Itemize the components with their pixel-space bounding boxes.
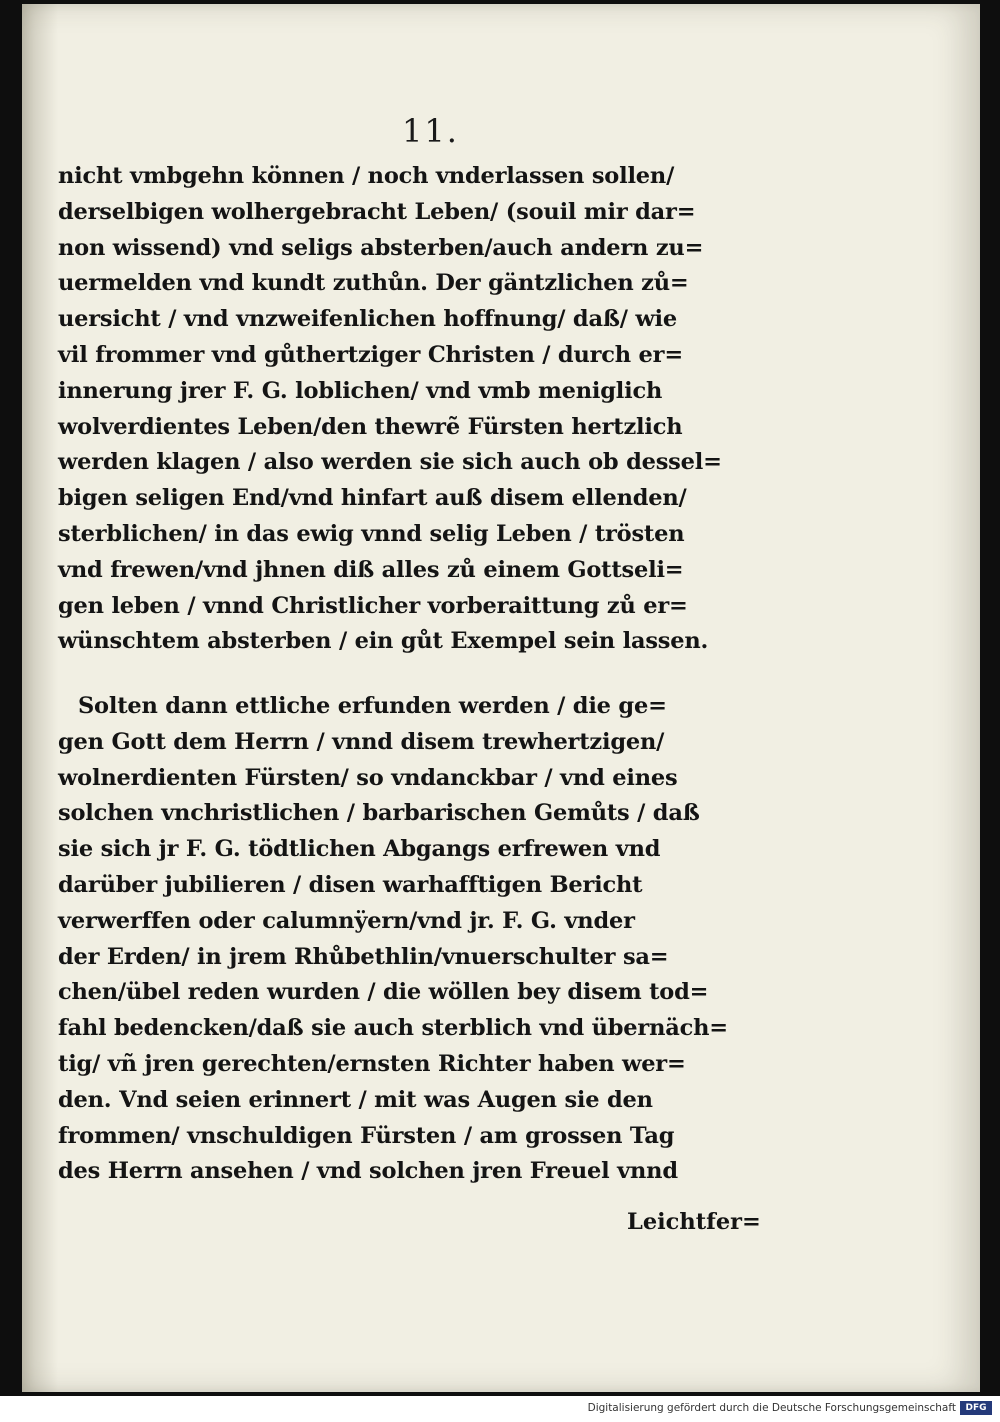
text-line: wünschtem absterben / ein gůt Exempel sein lassen. (58, 628, 709, 655)
dfg-logo: DFG (960, 1401, 992, 1415)
text-line: sterblichen/ in das ewig vnnd selig Leben / trösten (58, 520, 685, 547)
text-line: gen Gott dem Herrn / vnnd disem trewhertzigen/ (58, 728, 665, 755)
text-line: frommen/ vnschuldigen Fürsten / am grossen Tag (58, 1122, 675, 1149)
text-line: den. Vnd seien erinnert / mit was Augen sie den (58, 1086, 653, 1113)
text-line: wolverdientes Leben/den thewrẽ Fürsten hertzlich (58, 413, 683, 440)
page-spine-shadow (22, 4, 58, 1392)
text-line: des Herrn ansehen / vnd solchen jren Freuel vnnd (58, 1158, 678, 1185)
text-line: non wissend) vnd seligs absterben/auch andern zu= (58, 234, 704, 261)
text-line: Solten dann ettliche erfunden werden / die ge= (78, 693, 667, 719)
paragraph-2 (58, 689, 798, 1190)
text-line: solchen vnchristlichen / barbarischen Gemůts / daß (58, 800, 700, 827)
text-line: vnd frewen/vnd jhnen diß alles zů einem Gottseli= (58, 556, 684, 583)
text-line: sie sich jr F. G. tödtlichen Abgangs erfrewen vnd (58, 836, 661, 863)
text-line: nicht vmbgehn können / noch vnderlassen sollen/ (58, 163, 675, 189)
text-line: chen/übel reden wurden / die wöllen bey disem tod= (58, 979, 709, 1006)
book-page (22, 4, 980, 1392)
text-line: gen leben / vnnd Christlicher vorberaittung zů er= (58, 592, 688, 619)
text-line: der Erden/ in jrem Rhůbethlin/vnuerschulter sa= (58, 943, 669, 970)
page-number: 11. (402, 112, 459, 150)
text-line: verwerffen oder calumnÿern/vnd jr. F. G. vnder (58, 907, 635, 934)
text-line: darüber jubilieren / disen warhafftigen Bericht (58, 871, 643, 898)
text-line: fahl bedencken/daß sie auch sterblich vnd übernäch= (58, 1015, 728, 1042)
text-line: vil frommer vnd gůthertziger Christen / durch er= (58, 341, 683, 368)
text-line: bigen seligen End/vnd hinfart auß disem ellenden/ (58, 485, 687, 512)
footer-bar (0, 1396, 1000, 1422)
text-line: tig/ vñ jren gerechten/ernsten Richter haben wer= (58, 1050, 686, 1077)
text-line: derselbigen wolhergebracht Leben/ (souil mir dar= (58, 198, 696, 225)
catchword: Leichtfer= (627, 1209, 761, 1235)
text-line: werden klagen / also werden sie sich auch ob dessel= (58, 449, 722, 476)
text-line: uersicht / vnd vnzweifenlichen hoffnung/ daß/ wie (58, 306, 678, 333)
funding-credit: Digitalisierung gefördert durch die Deutsche Forschungsgemeinschaft (587, 1402, 956, 1414)
text-line: uermelden vnd kundt zuthůn. Der gäntzlichen zů= (58, 270, 689, 297)
paragraph-1 (58, 159, 798, 660)
text-line: wolnerdienten Fürsten/ so vndanckbar / vnd eines (58, 764, 678, 791)
text-line: innerung jrer F. G. loblichen/ vnd vmb meniglich (58, 377, 663, 404)
